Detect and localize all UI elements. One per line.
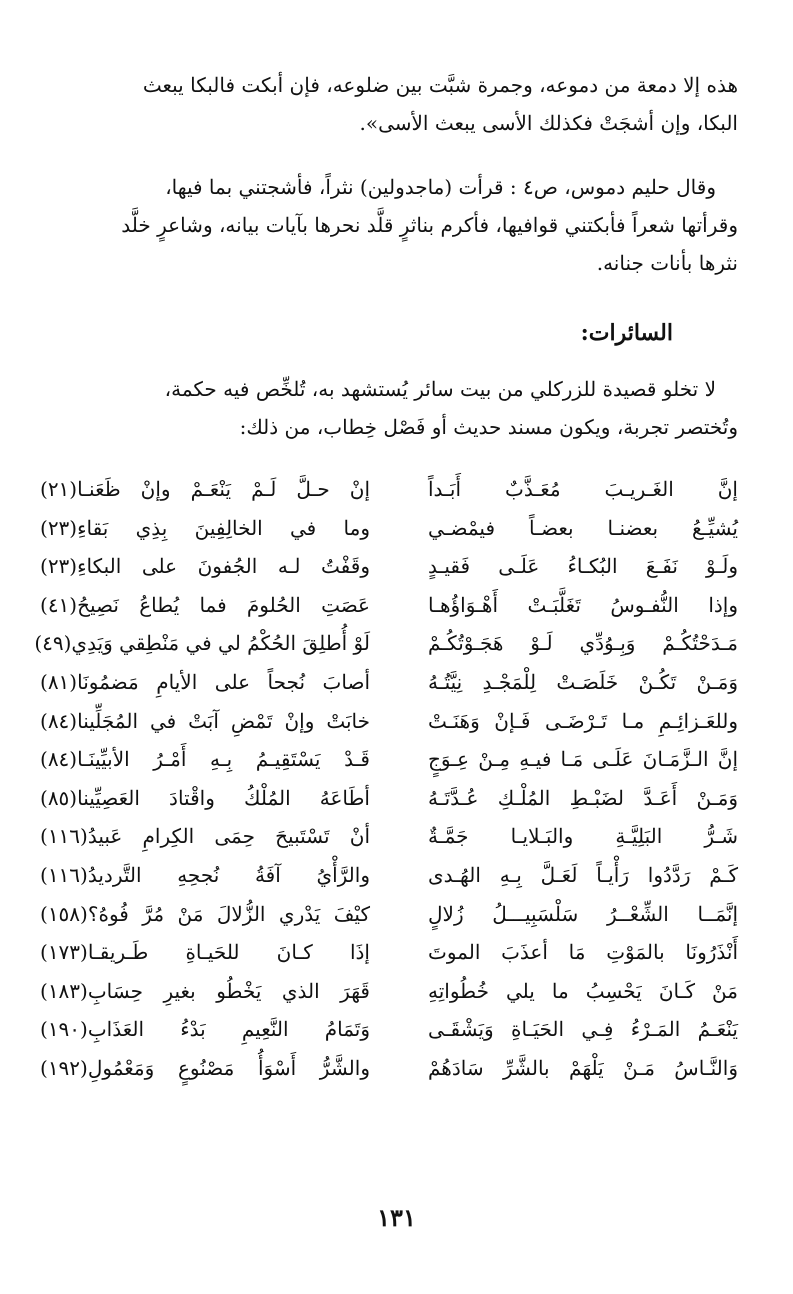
verse-first-hemistich: إنَّ الـزَّمَـانَ عَلَـى مَـا فيـهِ مِـنْ عِـوَجٍ [428, 747, 738, 772]
verse-first-hemistich: إنَّمَــا الشِّعْــرُ سَلْسَبِيـــلُ زُلالٍ [428, 901, 738, 926]
verse-row [40, 586, 738, 625]
verse-row [40, 1049, 738, 1088]
verse-row [40, 509, 738, 548]
verse-second-hemistich: عَصَتِ الحُلومَ فما يُطاعُ نَصِيحُ(٤١) [40, 592, 370, 617]
verse-first-hemistich: وَالنَّـاسُ مَـنْ يَلْهَمْ بالشَّرِّ سَادَهُمْ [428, 1055, 738, 1080]
verse-first-hemistich: كَـمْ رَدَّدُوا رَأْيـاً لَعَـلَّ بِـهِ الهُـدى [428, 862, 738, 887]
verse-second-hemistich: والشَّرُّ أَسْوَأُ مَصْنُوعٍ وَمَعْمُولِ(١٩٢) [40, 1055, 370, 1080]
verse-second-hemistich: وما في الخالِفِينَ بِذِي بَقاءِ(٢٣) [40, 515, 370, 540]
verse-row [40, 740, 738, 779]
intro-line: البكا، وإن أشجَتْ فكذلك الأسى يبعث الأسى». [359, 111, 738, 135]
verse-first-hemistich: يُشيِّـعُ بعضنـا بعضـاً فيمْضـي [428, 515, 738, 540]
intro-line: هذه إلا دمعة من دموعه، وجمرة شبَّت بين ضلوعه، فإن أبكت فالبكا يبعث [142, 73, 738, 97]
verse-first-hemistich: وإذا النُّفـوسُ تَغَلَّبَـتْ أَهْـوَاؤُهـا [428, 592, 738, 617]
verse-row [40, 817, 738, 856]
quote-paragraph [55, 168, 738, 282]
verse-second-hemistich: وَتَمَامُ النَّعِيمِ بَدْءُ العَذَابِ(١٩٠) [40, 1017, 370, 1042]
verse-second-hemistich: كيْفَ يَدْري الزُّلالَ مَنْ مُرَّ فُوهُ؟(١٥٨) [40, 901, 370, 926]
section-paragraph [55, 370, 738, 446]
verse-row [40, 547, 738, 586]
verse-first-hemistich: وَمَـنْ تَكُـنْ خَلَصَـتْ لِلْمَجْـدِ نِيَّتُـهُ [428, 669, 738, 694]
verse-second-hemistich: قَـدْ يَسْتَقِيـمُ بِـهِ أَمْـرُ الأبيِّينَـا(٨٤) [40, 747, 370, 772]
verse-second-hemistich: وقَفْتُ لـه الجُفونَ على البكاءِ(٢٣) [40, 554, 370, 579]
verse-second-hemistich: إنْ حـلَّ لَـمْ يَنْعَـمْ وإنْ ظَعَنـا(٢١) [40, 477, 370, 501]
verse-first-hemistich: مَـدَحْتُكُـمْ وَبِـوُدِّي لَـوْ هَجَـوْتُكُـمْ [428, 631, 738, 656]
verse-row [40, 895, 738, 934]
verse-second-hemistich: خابَتْ وإنْ تَمْضِ آبَتْ في المُجَلِّينا(٨٤) [40, 708, 370, 733]
verse-first-hemistich: مَنْ كَـانَ يَحْسِبُ ما يلي خُطُواتِهِ [428, 978, 738, 1003]
verse-first-hemistich: ولَـوْ نَفَـعَ البُكـاءُ عَلَـى فَقيـدٍ [428, 554, 738, 579]
verses-list [34, 470, 738, 1088]
verse-second-hemistich: والرَّأْيُ آفَةُ نُجحِهِ التَّرديدُ(١١٦) [40, 862, 370, 887]
verse-row [40, 663, 738, 702]
verse-row [40, 933, 738, 972]
verse-row [34, 624, 738, 663]
intro-paragraph [55, 66, 738, 142]
quote-line: نثرها بأنات جنانه. [596, 251, 738, 275]
verse-second-hemistich: أصابَ نُجحاً على الأيامِ مَضمُونَا(٨١) [40, 669, 370, 694]
verse-row [40, 856, 738, 895]
verse-second-hemistich: لَوْ أُطلِقَ الحُكْمُ لي في مَنْطِقي وَيَدِي(٤٩) [34, 631, 370, 656]
verse-first-hemistich: شَـرُّ البَلِيَّـةِ والبَـلايـا جَمَّـةٌ [428, 824, 738, 849]
verse-first-hemistich: وَمَـنْ أَعَـدَّ لضَبْـطِ المُلْـكِ عُـدَّتَـهُ [428, 785, 738, 810]
section-heading: السائرات: [580, 320, 673, 346]
verse-row [40, 702, 738, 741]
section-line: لا تخلو قصيدة للزركلي من بيت سائر يُستشهد به، تُلخِّص فيه حكمة، [164, 377, 716, 401]
quote-line: وقال حليم دموس، ص٤ : قرأت (ماجدولين) نثراً، فأشجتني بما فيها، [165, 175, 716, 199]
verse-second-hemistich: أطَاعَهُ المُلْكُ واقْتادَ العَصِيِّينا(٨٥) [40, 785, 370, 810]
verse-second-hemistich: إذَا كـانَ للحَيـاةِ طَـريقـا(١٧٣) [40, 940, 370, 965]
verse-row [40, 972, 738, 1011]
verse-row [40, 1010, 738, 1049]
verse-second-hemistich: أنْ تَسْتَبيحَ حِمَى الكِرامِ عَبيدُ(١١٦) [40, 824, 370, 849]
verse-first-hemistich: وللعَـزائِـمِ مـا تَـرْضَـى فَـإنْ وَهَنَـتْ [428, 708, 738, 733]
verse-second-hemistich: قَهَرَ الذي يَخْطُو بغيرِ حِسَابِ(١٨٣) [40, 978, 370, 1003]
verse-first-hemistich: إنَّ الغَـريـبَ مُعَـذَّبٌ أَبَـداً [428, 477, 738, 501]
section-line: وتُختصر تجربة، ويكون مسند حديث أو فَصْل خِطاب، من ذلك: [239, 415, 738, 439]
verse-first-hemistich: أَنْذَرُونَا بالمَوْتِ مَا أعذَبَ الموتَ [428, 940, 738, 965]
verse-row [40, 779, 738, 818]
quote-line: وقرأتها شعراً فأبكتني قوافيها، فأكرم بناثرٍ قلَّد نحرها بآيات بيانه، وشاعرٍ خلَّد [121, 213, 738, 237]
verse-row [40, 470, 738, 509]
page-number: ١٣١ [377, 1203, 416, 1232]
verse-first-hemistich: يَنْعَـمُ المَـرْءُ فِـي الحَيَـاةِ وَيَشْقَـى [428, 1017, 738, 1042]
